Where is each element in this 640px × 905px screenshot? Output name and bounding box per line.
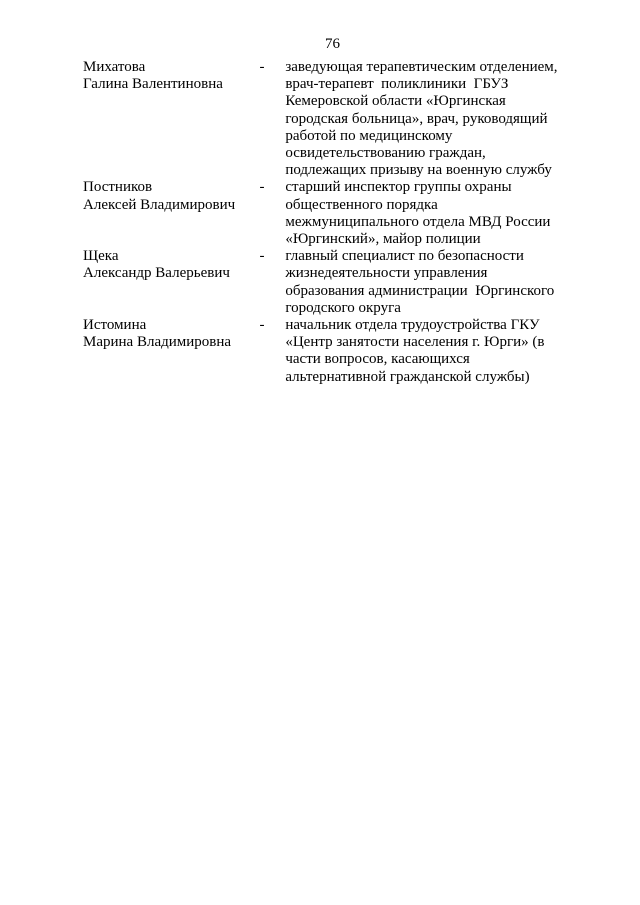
- position-line: городская больница», врач, руководящий: [285, 110, 548, 127]
- member-entry: [83, 179, 563, 248]
- member-name-line: Галина Валентиновна: [83, 76, 223, 93]
- position-line: Кемеровской области «Юргинская: [285, 93, 506, 110]
- position-line: «Юргинский», майор полиции: [285, 231, 481, 248]
- member-entry: [83, 317, 563, 386]
- dash-separator: -: [259, 317, 265, 334]
- position-line: городского округа: [285, 299, 401, 316]
- member-name-line: Александр Валерьевич: [83, 265, 230, 282]
- member-name: [83, 179, 257, 248]
- position-line: главный специалист по безопасности: [285, 248, 524, 265]
- position-line: начальник отдела трудоустройства ГКУ: [285, 317, 540, 334]
- dash-separator: -: [259, 248, 265, 265]
- member-name: [83, 317, 257, 386]
- member-name-line: Истомина: [83, 317, 147, 334]
- member-entry: [83, 59, 563, 179]
- member-name: [83, 248, 257, 317]
- member-name: [83, 59, 257, 179]
- dash-separator: -: [259, 179, 265, 196]
- member-name-line: Алексей Владимирович: [83, 196, 236, 213]
- position-line: образования администрации Юргинского: [285, 282, 555, 299]
- position-line: альтернативной гражданской службы): [285, 368, 530, 385]
- position-line: врач-терапевт поликлиники ГБУЗ: [285, 76, 509, 93]
- member-name-line: Постников: [83, 179, 153, 196]
- position-line: старший инспектор группы охраны: [285, 179, 512, 196]
- member-position: [285, 248, 563, 317]
- position-line: подлежащих призыву на военную службу: [285, 162, 552, 179]
- member-name-line: Щека: [83, 248, 119, 265]
- position-line: межмуниципального отдела МВД России: [285, 213, 551, 230]
- position-line: «Центр занятости населения г. Юрги» (в: [285, 334, 545, 351]
- position-line: заведующая терапевтическим отделением,: [285, 59, 558, 75]
- member-name-line: Михатова: [83, 59, 146, 75]
- member-position: [285, 179, 563, 248]
- member-name-line: Марина Владимировна: [83, 334, 232, 351]
- member-position: [285, 317, 563, 386]
- position-line: освидетельствованию граждан,: [285, 145, 486, 162]
- position-line: жизнедеятельности управления: [285, 265, 488, 282]
- member-list: [83, 59, 563, 386]
- page-number: 76: [325, 36, 340, 52]
- position-line: части вопросов, касающихся: [285, 351, 470, 368]
- position-line: общественного порядка: [285, 196, 438, 213]
- position-line: работой по медицинскому: [285, 127, 453, 144]
- member-entry: [83, 248, 563, 317]
- dash-separator: -: [259, 59, 265, 75]
- member-position: [285, 59, 563, 179]
